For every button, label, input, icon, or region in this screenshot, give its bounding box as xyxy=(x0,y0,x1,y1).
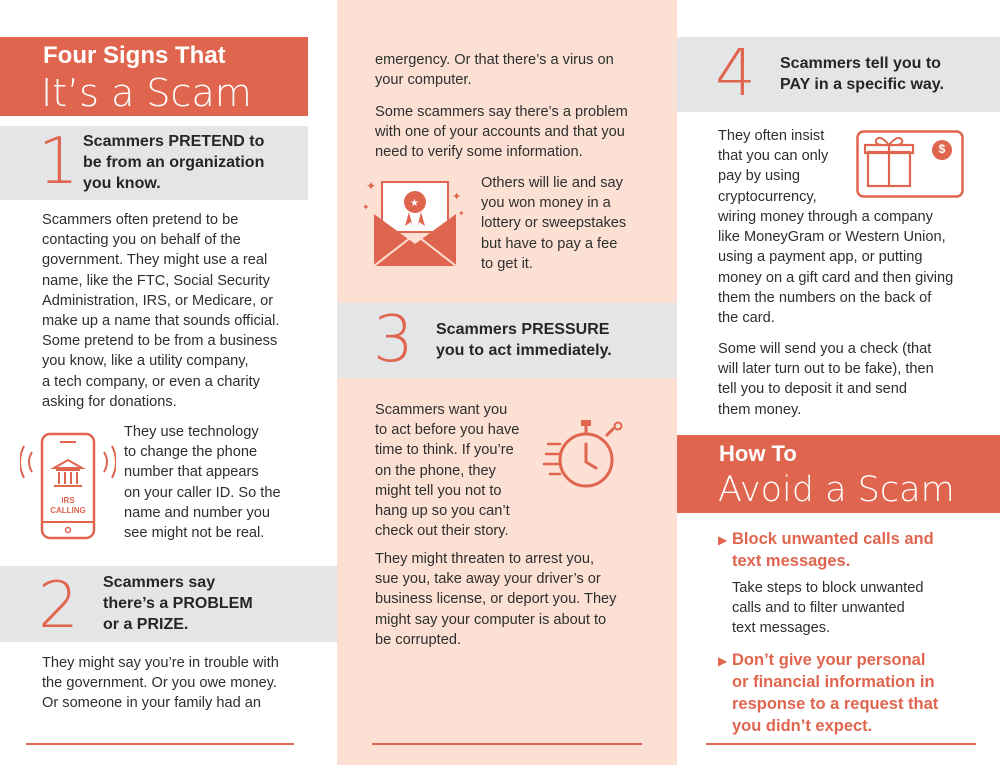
col3-divider xyxy=(706,743,976,745)
svg-text:✦: ✦ xyxy=(366,179,377,193)
tip-2-arrow-icon: ▶ xyxy=(718,654,728,668)
check-text: Some will send you a check (that will later turn out to be fake), then tell you to deposit it and send them money. xyxy=(718,341,934,418)
prize-envelope-icon xyxy=(360,174,470,270)
col2-divider xyxy=(372,743,642,745)
sign-1-number: 1 xyxy=(38,125,79,199)
title-line-1: Four Signs That xyxy=(43,42,226,69)
col1-divider xyxy=(26,743,294,745)
pay-text-short: They often insist that you can only pay by using cryptocurrency, xyxy=(718,128,829,205)
sign-1-heading: Scammers PRETEND to be from an organization you know. xyxy=(83,133,265,192)
caller-id-text: They use technology to change the phone number that appears on your caller ID. So the name and number you see might not be real. xyxy=(124,424,281,542)
svg-text:✦: ✦ xyxy=(362,202,370,212)
avoid-title-line-2: Avoid a Scam xyxy=(718,470,955,510)
prize-text: Others will lie and say you won money in a lottery or sweepstakes but have to pay a fee to get it. xyxy=(481,175,627,272)
pay-text-long: wiring money through a company like MoneyGram or Western Union, using a payment app, or putting money on a gift card and then giving them the numbers on the back of the card. xyxy=(718,209,954,327)
title-line-2: It’s a Scam xyxy=(41,71,252,115)
sign-3-number: 3 xyxy=(373,303,414,377)
svg-text:✦: ✦ xyxy=(452,191,462,203)
phone-calling-icon xyxy=(20,432,116,540)
sign-2-heading: Scammers say there’s a PROBLEM or a PRIZE. xyxy=(103,574,253,633)
pressure-text: Scammers want you to act before you have time to think. If you’re on the phone, they might tell you not to hang up so you can’t check out their story. xyxy=(375,402,520,540)
sign-4-number: 4 xyxy=(715,37,756,111)
tip-1-arrow-icon: ▶ xyxy=(718,533,728,547)
tip-1-title: Block unwanted calls and text messages. xyxy=(732,530,934,570)
emergency-text: emergency. Or that there’s a virus on your computer. xyxy=(375,52,614,89)
phone-label: IRS CALLING xyxy=(50,496,86,515)
tip-1-body: Take steps to block unwanted calls and to filter unwanted text messages. xyxy=(732,580,924,637)
tip-2-title: Don’t give your personal or financial information in response to a request that you didn’t expect. xyxy=(732,651,939,735)
sign-3-heading: Scammers PRESSURE you to act immediately. xyxy=(436,321,612,359)
sign-2-body: They might say you’re in trouble with the government. Or you owe money. Or someone in your family had an xyxy=(42,655,279,712)
avoid-title-line-1: How To xyxy=(719,441,797,466)
accounts-text: Some scammers say there’s a problem with one of your accounts and that you need to verify some information. xyxy=(375,104,628,161)
stopwatch-icon xyxy=(542,414,634,494)
sign-4-heading: Scammers tell you to PAY in a specific way. xyxy=(780,55,944,93)
svg-text:✦: ✦ xyxy=(458,209,465,218)
threaten-text: They might threaten to arrest you, sue you, take away your driver’s or business license, or deport you. They might say your computer is about to be corrupted. xyxy=(375,551,617,648)
sign-2-number: 2 xyxy=(38,569,79,643)
gift-card-dollar: $ xyxy=(938,142,946,156)
sign-1-body: Scammers often pretend to be contacting you on behalf of the government. They might use a real name, like the FTC, Social Security Administration, IRS, or Medicare, or make up a name that sounds official. Some pretend to be from a business you know, like a utility company, a tech company, or even a charity asking for donations. xyxy=(42,212,280,410)
svg-text:★: ★ xyxy=(410,198,419,209)
